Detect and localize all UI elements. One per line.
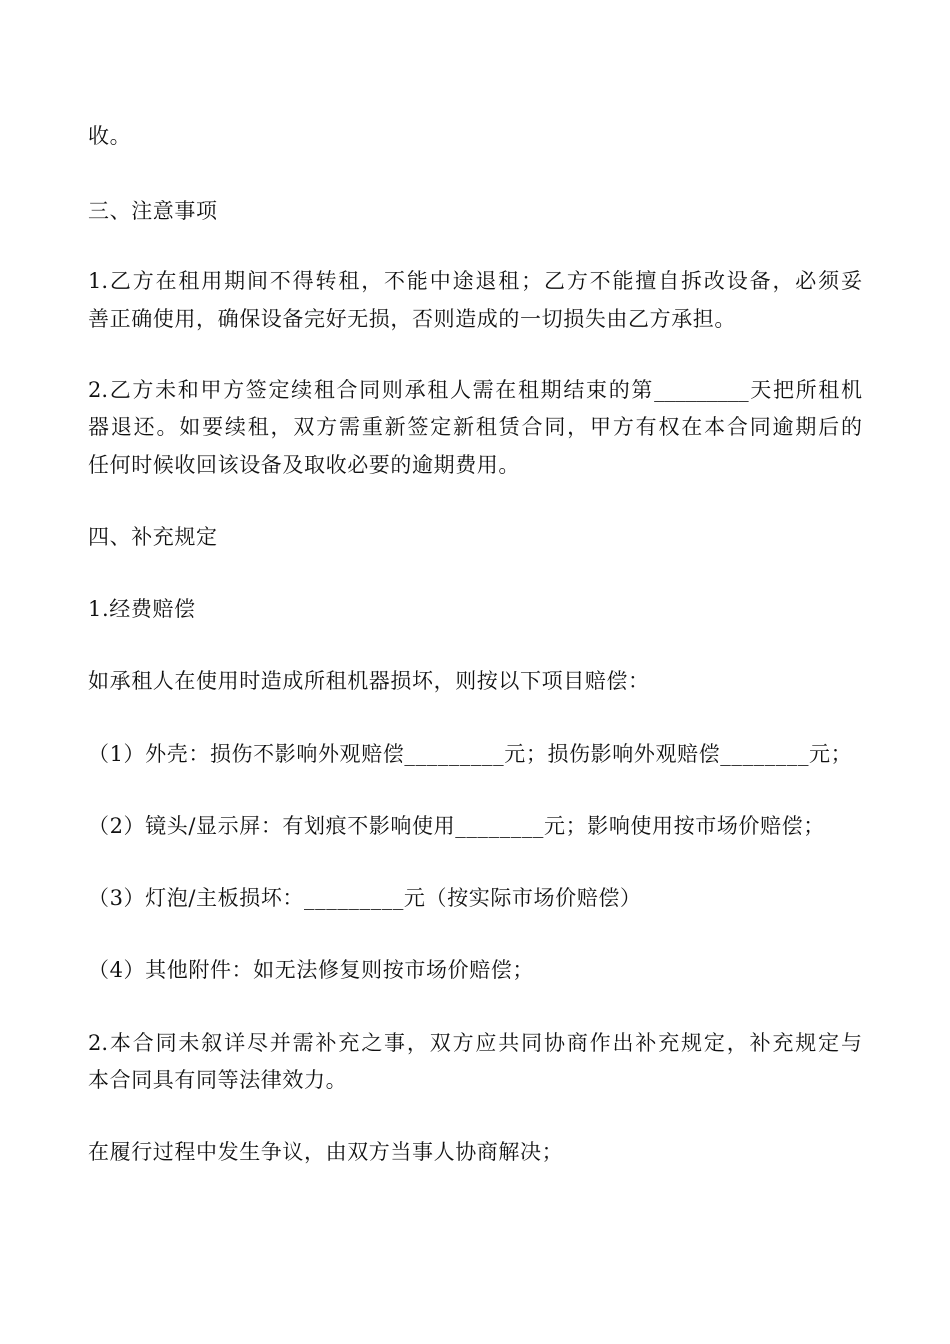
subsection-heading: 1.经费赔偿 xyxy=(88,597,196,621)
list-item: （1）外壳：损伤不影响外观赔偿_________元；损伤影响外观赔偿________元； xyxy=(88,742,853,766)
text-line: 1.乙方在租用期间不得转租，不能中途退租；乙方不能擅自拆改设备，必须妥 xyxy=(88,269,862,293)
section-heading: 三、注意事项 xyxy=(88,199,218,223)
list-item: （4）其他附件：如无法修复则按市场价赔偿； xyxy=(88,958,534,982)
list-item: （2）镜头/显示屏：有划痕不影响使用________元；影响使用按市场价赔偿； xyxy=(88,814,825,838)
text-line: 任何时候收回该设备及取收必要的逾期费用。 xyxy=(88,453,520,477)
text-line: 收。 xyxy=(88,124,132,148)
text-line: 2.本合同未叙详尽并需补充之事，双方应共同协商作出补充规定，补充规定与 xyxy=(88,1031,862,1055)
text-line: 在履行过程中发生争议，由双方当事人协商解决； xyxy=(88,1140,564,1164)
section-heading: 四、补充规定 xyxy=(88,525,218,549)
text-line: 如承租人在使用时造成所租机器损坏，则按以下项目赔偿： xyxy=(88,669,650,693)
text-line: 善正确使用，确保设备完好无损，否则造成的一切损失由乙方承担。 xyxy=(88,307,736,331)
text-line: 2.乙方未和甲方签定续租合同则承租人需在租期结束的第_________天把所租机 xyxy=(88,378,862,402)
list-item: （3）灯泡/主板损坏：_________元（按实际市场价赔偿） xyxy=(88,886,642,910)
text-line: 本合同具有同等法律效力。 xyxy=(88,1068,348,1092)
text-line: 器退还。如要续租，双方需重新签定新租赁合同，甲方有权在本合同逾期后的 xyxy=(88,415,862,439)
